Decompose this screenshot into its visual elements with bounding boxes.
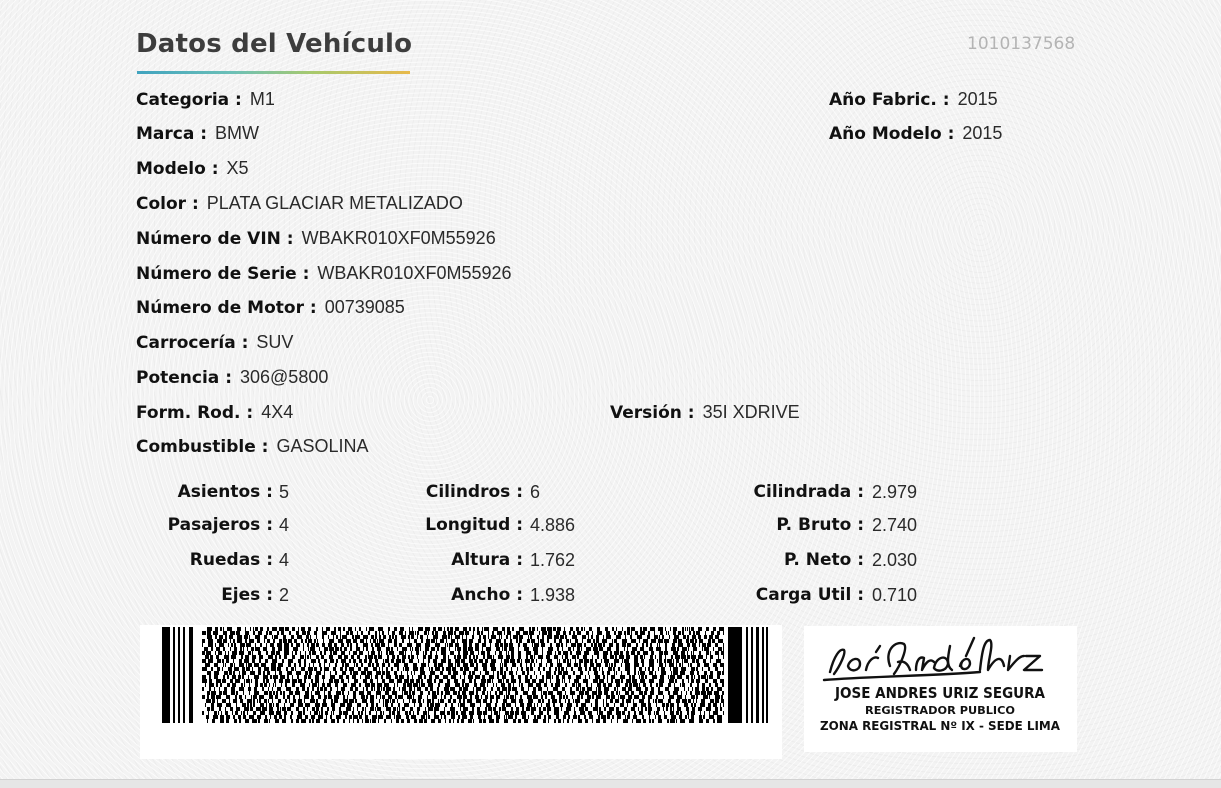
field-value: WBAKR010XF0M55926 [301, 228, 496, 248]
field-form-rod [136, 401, 293, 424]
field-value: SUV [256, 332, 294, 352]
signature-panel [804, 626, 1077, 752]
field-serie [136, 262, 512, 285]
page-title: Datos del Vehículo [136, 29, 413, 59]
field-carroceria [136, 331, 293, 354]
field-label: Categoria : [136, 90, 242, 110]
field-color [136, 192, 463, 215]
spec-value: 4.886 [530, 515, 576, 535]
field-value: 2015 [957, 89, 998, 109]
signatory-name: JOSE ANDRES URIZ SEGURA [834, 684, 1046, 702]
field-value: BMW [215, 123, 260, 143]
field-label: Marca : [136, 124, 208, 144]
field-value: 306@5800 [240, 367, 329, 387]
spec-label: Asientos : [177, 482, 273, 502]
spec-label: P. Bruto : [776, 515, 864, 535]
field-value: 2015 [962, 123, 1003, 143]
spec-label: Ejes : [221, 585, 273, 605]
spec-value: 4 [279, 550, 290, 570]
field-motor [136, 296, 405, 319]
spec-label: Ancho : [451, 585, 523, 605]
field-value: GASOLINA [276, 436, 369, 456]
spec-value: 0.710 [872, 585, 918, 605]
field-label: Versión : [610, 403, 695, 423]
spec-value: 5 [279, 482, 290, 502]
registry-zone: ZONA REGISTRAL Nº IX - SEDE LIMA [820, 719, 1061, 733]
field-label: Año Modelo : [829, 124, 955, 144]
field-version [610, 401, 800, 424]
field-label: Número de Motor : [136, 298, 317, 318]
field-value: 00739085 [324, 297, 405, 317]
spec-value: 1.762 [530, 550, 576, 570]
field-potencia [136, 366, 328, 389]
spec-value: 4 [279, 515, 290, 535]
field-vin [136, 227, 496, 250]
field-categoria [136, 88, 275, 111]
field-modelo [136, 157, 249, 180]
signatory-role: REGISTRADOR PUBLICO [865, 704, 1015, 717]
spec-label: Carga Util : [755, 585, 864, 605]
field-label: Número de VIN : [136, 229, 294, 249]
field-marca [136, 122, 259, 145]
document-number: 1010137568 [967, 34, 1076, 54]
field-value: M1 [249, 89, 275, 109]
spec-label: Ruedas : [189, 550, 273, 570]
spec-label: Pasajeros : [167, 515, 273, 535]
field-label: Carrocería : [136, 333, 249, 353]
pdf417-barcode [162, 627, 768, 723]
field-label: Modelo : [136, 159, 219, 179]
field-value: X5 [226, 158, 249, 178]
spec-label: Cilindrada : [753, 482, 864, 502]
field-label: Color : [136, 194, 199, 214]
spec-value: 1.938 [530, 585, 576, 605]
field-ano-modelo [829, 122, 1002, 145]
field-combustible [136, 435, 369, 458]
spec-label: Longitud : [425, 515, 523, 535]
field-value: 4X4 [261, 402, 294, 422]
field-label: Año Fabric. : [829, 90, 950, 110]
field-label: Potencia : [136, 368, 232, 388]
field-ano-fabric [829, 88, 998, 111]
spec-value: 6 [530, 482, 541, 502]
spec-value: 2.030 [872, 550, 918, 570]
field-label: Form. Rod. : [136, 403, 254, 423]
field-value: PLATA GLACIAR METALIZADO [206, 193, 463, 213]
title-underline [137, 71, 410, 74]
field-value: 35I XDRIVE [702, 402, 800, 422]
field-label: Combustible : [136, 437, 269, 457]
spec-value: 2.979 [872, 482, 918, 502]
spec-label: Cilindros : [425, 482, 523, 502]
signature-stamp [804, 626, 1077, 752]
spec-label: P. Neto : [784, 550, 864, 570]
field-label: Número de Serie : [136, 264, 310, 284]
field-value: WBAKR010XF0M55926 [317, 263, 512, 283]
handwritten-signature [824, 638, 1042, 680]
spec-value: 2.740 [872, 515, 918, 535]
spec-value: 2 [279, 585, 290, 605]
barcode-panel [140, 625, 782, 759]
spec-label: Altura : [451, 550, 523, 570]
